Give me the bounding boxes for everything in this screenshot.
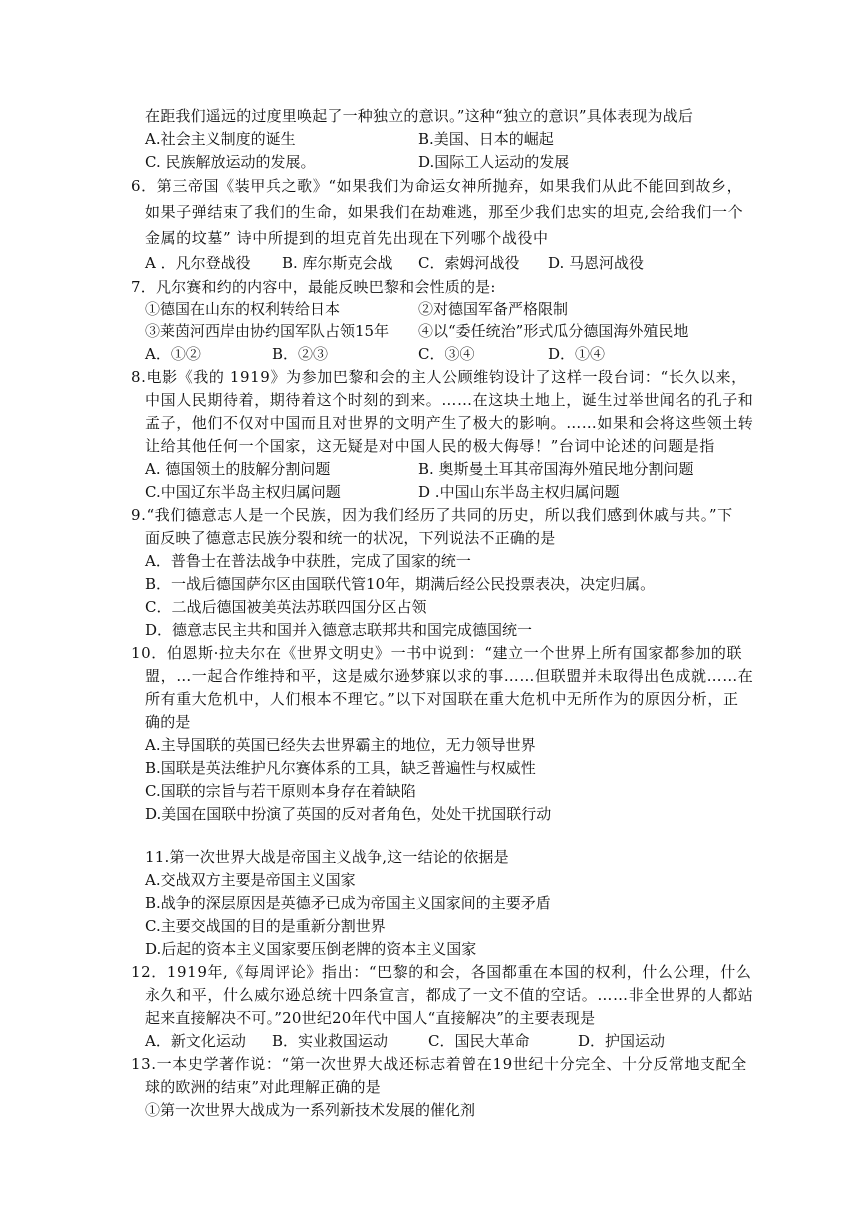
q12-stem-line1: 12．1919年,《每周评论》指出：“巴黎的和会，各国都重在本国的权利，什么公理，什么 [131, 963, 752, 981]
q12-option-d: D．护国运动 [578, 1032, 666, 1050]
q10-option-c: C.国联的宗旨与若干原则本身存在着缺陷 [145, 782, 416, 800]
q5-option-d: D.国际工人运动的发展 [418, 153, 570, 171]
q9-stem-line2: 面反映了德意志民族分裂和统一的状况，下列说法不正确的是 [145, 529, 556, 547]
q12-stem-line3: 起来直接解决不可。”20世纪20年代中国人“直接解决”的主要表现是 [145, 1009, 596, 1027]
q12-option-c: C．国民大革命 [428, 1032, 530, 1050]
q10-stem-line4: 确的是 [145, 713, 191, 731]
q6-option-c: C．索姆河战役 [418, 254, 520, 272]
q8-stem-line4: 让给其他任何一个国家，这无疑是对中国人民的极大侮辱！”台词中论述的问题是指 [145, 437, 715, 455]
q7-option-c: C．③④ [418, 345, 475, 363]
q12-stem-line2: 永久和平，什么威尔逊总统十四条宣言，都成了一文不值的空话。……非全世界的人都站 [145, 986, 754, 1004]
q8-option-a: A. 德国领土的肢解分割问题 [145, 460, 331, 478]
q10-option-a: A.主导国联的英国已经失去世界霸主的地位，无力领导世界 [145, 736, 536, 754]
q7-option-a: A．①② [145, 345, 201, 363]
q12-option-a: A．新文化运动 [145, 1032, 246, 1050]
q5-option-a: A.社会主义制度的诞生 [145, 130, 296, 148]
q7-stem: 7．凡尔赛和约的内容中，最能反映巴黎和会性质的是: [131, 278, 496, 296]
q6-option-b: B. 库尔斯克会战 [282, 254, 393, 272]
q8-stem-line3: 孟子，他们不仅对中国而且对世界的文明产生了极大的影响。……如果和会将这些领土转 [145, 414, 754, 432]
q6-option-a: A ．凡尔登战役 [145, 254, 251, 272]
q11-option-d: D.后起的资本主义国家要压倒老牌的资本主义国家 [145, 940, 477, 958]
q7-statement-2: ②对德国军备严格限制 [418, 300, 569, 318]
q5-option-b: B.美国、日本的崛起 [418, 130, 554, 148]
q8-option-c: C.中国辽东半岛主权归属问题 [145, 483, 341, 501]
q9-option-a: A．普鲁士在普法战争中获胜，完成了国家的统一 [145, 552, 471, 570]
q5-stem-tail: 在距我们遥远的过度里唤起了一种独立的意识。”这种“独立的意识”具体表现为战后 [145, 107, 694, 125]
q7-option-d: D．①④ [548, 345, 606, 363]
q7-statement-1: ①德国在山东的权利转给日本 [145, 300, 341, 318]
q13-statement-1: ①第一次世界大战成为一系列新技术发展的催化剂 [145, 1101, 476, 1119]
q8-stem-line1: 8.电影《我的 1919》为参加巴黎和会的主人公顾维钧设计了这样一段台词：“长久以来， [131, 368, 747, 386]
q10-option-d: D.美国在国联中扮演了英国的反对者角色，处处干扰国联行动 [145, 805, 552, 823]
q12-option-b: B．实业救国运动 [272, 1032, 389, 1050]
q11-option-c: C.主要交战国的目的是重新分割世界 [145, 917, 386, 935]
q8-option-b: B. 奥斯曼土耳其帝国海外殖民地分割问题 [418, 460, 694, 478]
q8-option-d: D .中国山东半岛主权归属问题 [418, 483, 620, 501]
q11-stem: 11.第一次世界大战是帝国主义战争,这一结论的依据是 [145, 848, 509, 866]
q9-option-c: C．二战后德国被美英法苏联四国分区占领 [145, 598, 427, 616]
q10-option-b: B.国联是英法维护凡尔赛体系的工具，缺乏普遍性与权威性 [145, 759, 536, 777]
q5-option-c: C. 民族解放运动的发展。 [145, 153, 316, 171]
q9-option-b: B．一战后德国萨尔区由国联代管10年，期满后经公民投票表决，决定归属。 [145, 575, 656, 593]
q11-option-a: A.交战双方主要是帝国主义国家 [145, 871, 356, 889]
q6-stem-line1: 6．第三帝国《装甲兵之歌》“如果我们为命运女神所抛弃，如果我们从此不能回到故乡， [131, 177, 743, 195]
q9-stem-line1: 9.“我们德意志人是一个民族，因为我们经历了共同的历史，所以我们感到休戚与共。”下 [131, 506, 733, 524]
q11-option-b: B.战争的深层原因是英德矛已成为帝国主义国家间的主要矛盾 [145, 894, 551, 912]
q6-stem-line3: 金属的坟墓” 诗中所提到的坦克首先出现在下列哪个战役中 [145, 229, 549, 247]
q7-statement-4: ④以“委任统治”形式瓜分德国海外殖民地 [418, 322, 689, 340]
q7-option-b: B．②③ [272, 345, 329, 363]
q13-stem-line1: 13.一本史学著作说：“第一次世界大战还标志着曾在19世纪十分完全、十分反常地支配全 [131, 1055, 747, 1073]
q7-statement-3: ③莱茵河西岸由协约国军队占领15年 [145, 322, 390, 340]
q10-stem-line2: 盟，…一起合作维持和平，这是威尔逊梦寐以求的事……但联盟并未取得出色成就……在 [145, 667, 754, 685]
q6-stem-line2: 如果子弹结束了我们的生命，如果我们在劫难逃，那至少我们忠实的坦克,会给我们一个 [145, 203, 744, 221]
q8-stem-line2: 中国人民期待着，期待着这个时刻的到来。……在这块土地上，诞生过举世闻名的孔子和 [145, 391, 754, 409]
q10-stem-line1: 10．伯恩斯·拉夫尔在《世界文明史》一书中说到：“建立一个世界上所有国家都参加的联 [131, 644, 743, 662]
q9-option-d: D．德意志民主共和国并入德意志联邦共和国完成德国统一 [145, 621, 533, 639]
q13-stem-line2: 球的欧洲的结束”对此理解正确的是 [145, 1078, 381, 1096]
q10-stem-line3: 所有重大危机中，人们根本不理它。”以下对国联在重大危机中无所作为的原因分析，正 [145, 690, 739, 708]
q6-option-d: D. 马恩河战役 [548, 254, 645, 272]
